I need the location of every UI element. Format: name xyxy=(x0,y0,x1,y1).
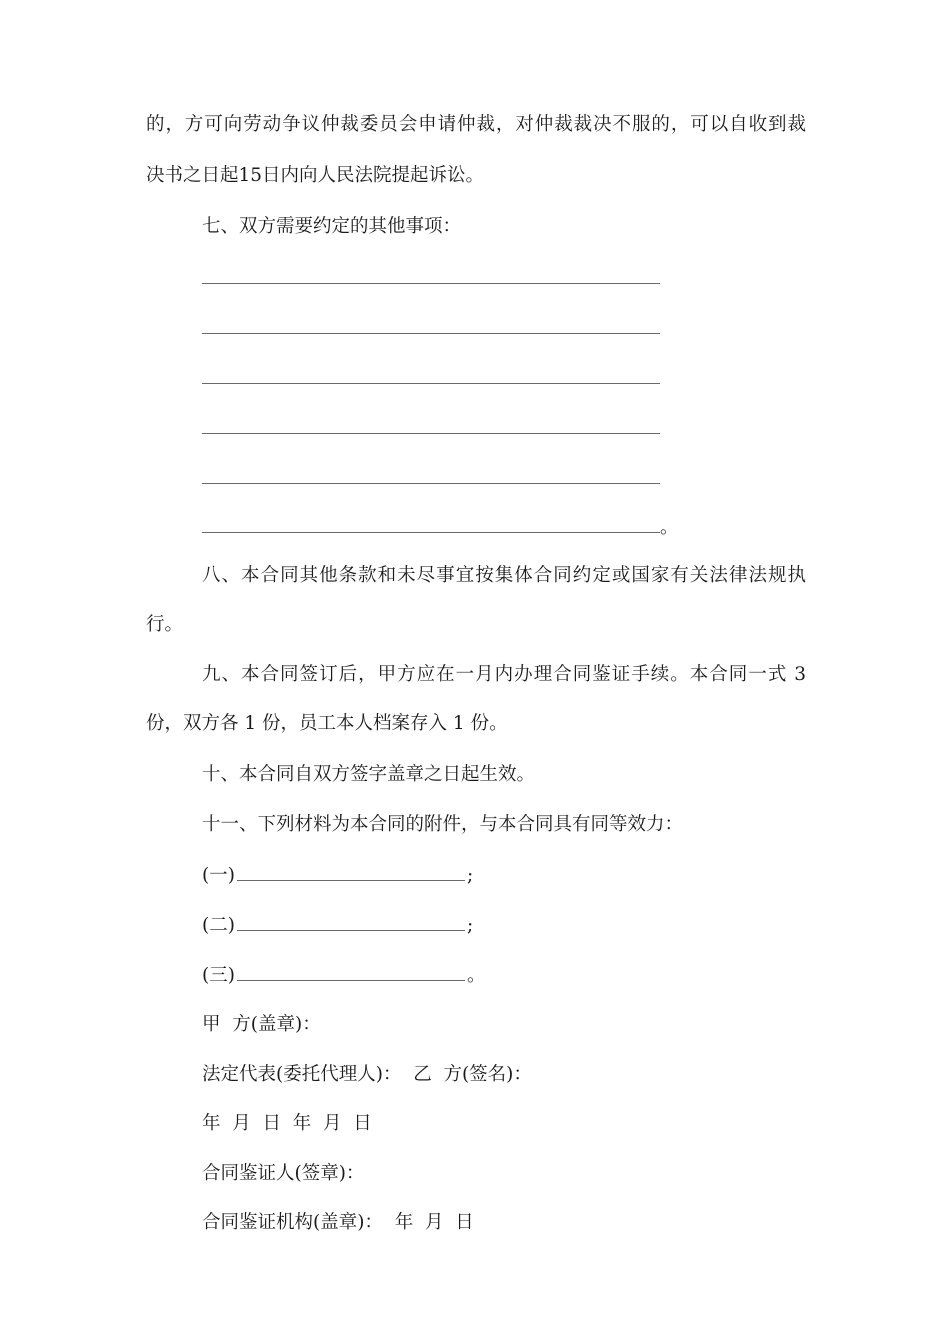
blank-end-punctuation: 。 xyxy=(660,517,679,538)
fill-in-blank-line xyxy=(237,862,465,881)
attachment-item xyxy=(202,962,485,988)
paragraph-line: 份，双方各 1 份，员工本人档案存入 1 份。 xyxy=(146,713,508,734)
paragraph-line: 八、本合同其他条款和未尽事宜按集体合同约定或国家有关法律法规执 xyxy=(202,565,806,586)
signature-representative: 法定代表(委托代理人)： 乙 方(签名)： xyxy=(202,1064,532,1085)
signature-dates: 年 月 日 年 月 日 xyxy=(202,1113,372,1134)
paragraph-line: 十、本合同自双方签字盖章之日起生效。 xyxy=(202,764,536,785)
attachment-item xyxy=(202,862,473,888)
fill-in-blank-line xyxy=(202,532,660,533)
attachment-item xyxy=(202,912,473,938)
fill-in-blank-line xyxy=(237,912,465,931)
attachment-end: ; xyxy=(466,865,474,886)
paragraph-line: 决书之日起15日内向人民法院提起诉讼。 xyxy=(146,165,485,186)
fill-in-blank-line xyxy=(202,383,660,384)
attachment-label: (二) xyxy=(202,915,235,936)
attachment-label: (一) xyxy=(202,865,235,886)
attachment-label: (三) xyxy=(202,965,235,986)
fill-in-blank-line xyxy=(202,483,660,484)
fill-in-blank-line xyxy=(202,333,660,334)
fill-in-blank-line xyxy=(237,962,465,981)
signature-party-a: 甲 方(盖章)： xyxy=(202,1014,321,1035)
section-heading-7: 七、双方需要约定的其他事项： xyxy=(202,216,462,237)
fill-in-blank-line xyxy=(202,433,660,434)
paragraph-line: 九、本合同签订后，甲方应在一月内办理合同鉴证手续。本合同一式 3 xyxy=(202,664,806,685)
signature-verifier-org: 合同鉴证机构(盖章)： 年 月 日 xyxy=(202,1212,474,1233)
attachment-end: ; xyxy=(466,915,474,936)
paragraph-line: 的，方可向劳动争议仲裁委员会申请仲裁，对仲裁裁决不服的，可以自收到裁 xyxy=(146,114,806,135)
signature-verifier: 合同鉴证人(签章)： xyxy=(202,1163,365,1184)
attachment-end: 。 xyxy=(466,965,486,986)
fill-in-blank-line xyxy=(202,283,660,284)
paragraph-line: 行。 xyxy=(146,614,184,635)
paragraph-line: 十一、下列材料为本合同的附件，与本合同具有同等效力： xyxy=(202,814,684,835)
